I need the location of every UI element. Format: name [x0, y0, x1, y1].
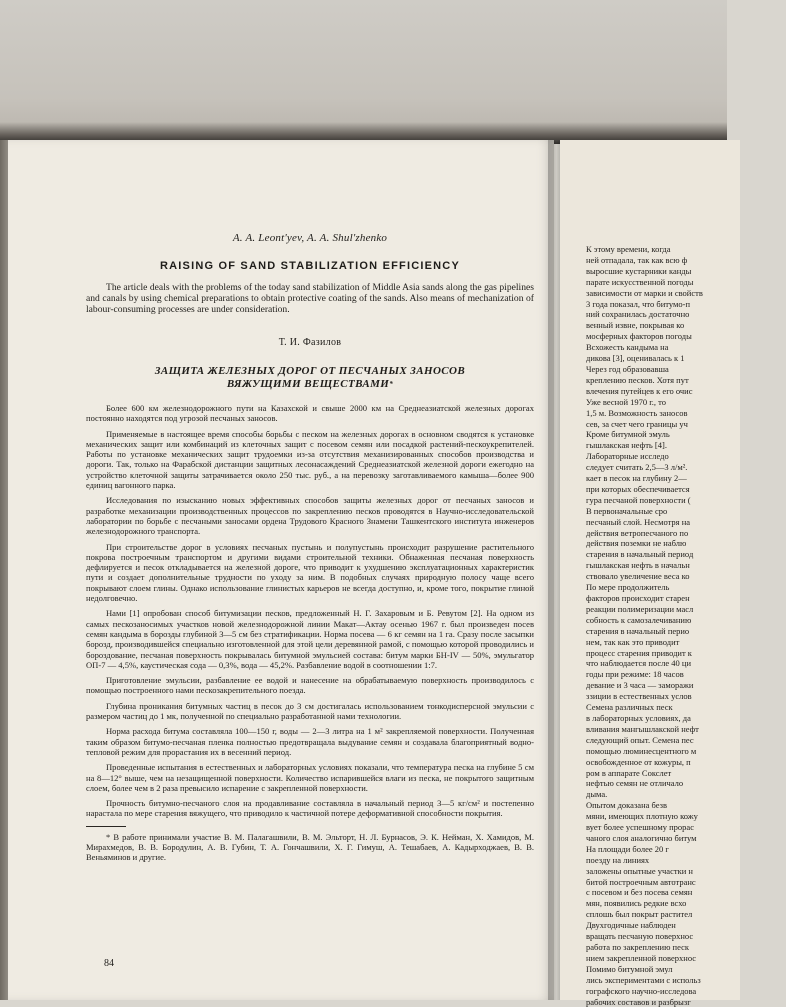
right-page-line: мян, появились редкие всхо: [586, 898, 687, 909]
right-page-line: рабочих составов и разбрызг: [586, 996, 691, 1007]
right-page-line: процесс старения приводит к: [586, 647, 692, 658]
article-body: [86, 403, 534, 819]
right-page-line: поезду на линиях: [586, 854, 650, 865]
right-page-line: 3 года показал, что битумо-п: [586, 298, 691, 309]
right-page-line: По мере продолжитель: [586, 582, 670, 593]
right-page-line: гышлакская нефть в начальн: [586, 560, 690, 571]
right-page-line: Двухгодичные наблюден: [586, 920, 676, 931]
paragraph: Прочность битумно-песчаного слоя на продавливание составляла в начальный период 3—5 кг/см² и постепенно нарастала по мере старения вяжущего, что приводило к частичной потере деформативной способности покрытия.: [86, 798, 534, 819]
right-page-line: Кроме битумной эмуль: [586, 429, 670, 440]
right-page-line: вует более успешному прорас: [586, 822, 694, 833]
right-page-line: годы при режиме: 18 часов: [586, 669, 684, 680]
russian-title-line-2: ВЯЖУЩИМИ ВЕЩЕСТВАМИ: [226, 378, 390, 390]
right-page-text: [586, 244, 786, 1007]
right-page-line: песчаный слой. Несмотря на: [586, 516, 691, 527]
right-page-line: гографского научно-исследова: [586, 985, 697, 996]
right-page-line: кает в песок на глубину 2—: [586, 473, 687, 484]
right-page-line: дыма.: [586, 789, 608, 800]
right-page-line: зависимости от марки и свойств: [586, 287, 703, 298]
right-page-line: Через год образовавша: [586, 363, 669, 374]
english-abstract: The article deals with the problems of the today sand stabilization of Middle Asia sands along the gas pipelines and canals by using chemical preparations to obtain protective coating of the sands. Also means of mechanization of labour-consuming processes are under consideration.: [86, 282, 534, 315]
footnote-text: В работе принимали участие В. М. Палагашвили, В. М. Эльторт, Н. Л. Бурнасов, Э. К. Нейман, Х. Хамидов, М. Мирахмедов, В. В. Бородулин, А. В. Губин, Т. А. Гончашвили, Х. Г. Гимуш, А. Тешабаев, А. Кадырходжаев, В. В. Веньяминов и другие.: [86, 831, 535, 863]
right-page-line: вращать песчаную поверхнос: [586, 931, 694, 942]
right-page-line: парате искусственной погоды: [586, 276, 694, 287]
paragraph: Более 600 км железнодорожного пути на Казахской и свыше 2000 км на Среднеазиатской железных дорогах постоянно находятся под угрозой песчаных заносов.: [86, 403, 534, 424]
right-page-line: венный извне, покрывая ко: [586, 320, 685, 331]
paragraph: Приготовление эмульсии, разбавление ее водой и нанесение на обрабатываемую поверхность производилось с помощью построенного нами пескозакрепительного поезда.: [86, 675, 534, 696]
right-page-line: нием закрепленной поверхнос: [586, 952, 697, 963]
right-page-line: действия ветропесчаного по: [586, 527, 689, 538]
right-page-line: выросшие кустарники канды: [586, 265, 692, 276]
right-page-line: собность к самозалечиванию: [586, 614, 692, 625]
right-page-line: гышлакская нефть [4].: [586, 440, 667, 451]
english-title: RAISING OF SAND STABILIZATION EFFICIENCY: [160, 260, 460, 272]
footnote-divider: [86, 826, 126, 827]
right-page-line: освобожденное от кожуры, п: [586, 756, 691, 767]
russian-author: Т. И. Фазилов: [278, 337, 342, 348]
right-page-line: реакции полимеризации масл: [586, 603, 694, 614]
paragraph: Исследования по изысканию новых эффективных способов защиты железных дорог от песчаных заносов и разработке механизации производственных процессов по закреплению песков проводятся в Научно-исследовательской лаборатории по борьбе с песчаными заносами ордена Трудового Красного Знамени Ташкентского института инженеров железнодорожного транспорта.: [86, 495, 534, 537]
right-page-line: На площади более 20 г: [586, 843, 669, 854]
right-page-line: В первоначальные сро: [586, 505, 668, 516]
right-page-line: влечения путейцев к его очис: [586, 385, 693, 396]
paragraph: Нами [1] опробован способ битумизации песков, предложенный Н. Г. Захаровым и Б. Ревутом [2]. На одном из самых пескозаносимых участков новой железнодорожной линии Макат—Актау осенью 1967 г. был произведен посев семян кандыма в борозды глубиной 3—5 см без стратификации. Норма посева — 6 кг семян на 1 га. Сразу после засыпки борозд, производившейся специально изготовленной для этой цели деревянной рамой, с помощью которой проводились и бороздование, песчаная поверхность покрывалась битумной эмульсией состава: битум марки БН-IV — 50%, эмульгатор ОП-7 — 4,5%, каустическая сода — 0,3%, вода — 45,2%. Разбавление водой в соотношении 1:7.: [86, 608, 534, 670]
right-page-line: ззиции в естественных услов: [586, 691, 692, 702]
paragraph: Проведенные испытания в естественных и лабораторных условиях показали, что температура песка на глубине 5 см на 8—12° выше, чем на незащищенной поверхности. Количество испарившейся влаги из песка, не покрытого защитным слоем, более чем в 2 раза превысило испарение с закрепленной поверхности.: [86, 762, 534, 793]
right-page-line: факторов происходит старен: [586, 593, 690, 603]
paragraph: Норма расхода битума составляла 100—150 г, воды — 2—3 литра на 1 м² закрепляемой поверхности. Полученная таким образом битумо-песчаная пленка полностью предотвращала выдувание семян и создавала благоприятный водно-тепловой режим для прорастания их в весенний период.: [86, 726, 534, 757]
right-page-line: ний сохранилась достаточно: [586, 309, 690, 320]
right-page-line: битой построечным автотранс: [586, 876, 696, 887]
right-page-line: с посевом и без посева семян: [586, 887, 693, 898]
right-page-line: следует считать 2,5—3 л/м².: [586, 462, 688, 473]
right-page-line: Всхожесть кандыма на: [586, 342, 669, 353]
right-page-line: девание и 3 часа — заморажи: [586, 680, 694, 691]
right-page-line: Уже весной 1970 г., то: [586, 396, 667, 407]
right-page-line: мосферных факторов погоды: [586, 331, 692, 342]
right-page-line: старения в начальный период: [586, 549, 694, 560]
right-page-line: ствовало увеличение веса ко: [586, 571, 690, 582]
right-page-line: следующий опыт. Семена пес: [586, 734, 694, 745]
russian-title-line-1: ЗАЩИТА ЖЕЛЕЗНЫХ ДОРОГ ОТ ПЕСЧАНЫХ ЗАНОСОВ: [154, 365, 466, 377]
right-page-line: вливания мангышлакской нефт: [586, 723, 699, 734]
right-page-line: гура песчаной поверхности (: [586, 494, 691, 505]
footnote-marker: *: [389, 380, 394, 388]
right-page-line: креплению песков. Хотя пут: [586, 374, 689, 385]
right-page-line: нефтью семян не отличало: [586, 778, 684, 789]
left-page-content: [86, 232, 534, 863]
right-page-line: сплошь был покрыт растител: [586, 909, 693, 920]
right-page-line: Помимо битумной эмул: [586, 963, 673, 974]
right-page-line: при которых обеспечивается: [586, 483, 690, 494]
right-page-line: ней отпадала, так как всю ф: [586, 254, 688, 265]
right-page-line: сев, за счет чего границы уч: [586, 418, 688, 429]
right-page-line: Лабораторные исследо: [586, 451, 669, 462]
scanner-background: [0, 0, 727, 140]
page-number: 84: [104, 958, 114, 969]
english-authors: A. A. Leont'yev, A. A. Shul'zhenko: [232, 232, 388, 244]
right-page-line: работа по закреплению песк: [586, 942, 689, 952]
paragraph: Глубина проникания битумных частиц в песок до 3 см достигалась использованием тонкодисперсной эмульсии с размером частиц до 1 мк, полученной по специально разработанной нами технологии.: [86, 700, 534, 722]
right-page-line: в лабораторных условиях, да: [586, 712, 691, 723]
right-page-line: дикова [3], оценивалась к 1: [586, 353, 685, 364]
right-page-line: 1,5 м. Возможность заносов: [586, 407, 688, 418]
right-page-line: лись экспериментами с использ: [586, 974, 701, 985]
right-page-line: помощью люминесцентного м: [586, 745, 697, 756]
right-page-line: старения в начальный перио: [586, 625, 690, 636]
paragraph: При строительстве дорог в условиях песчаных пустынь и полупустынь происходит разрушение растительного покрова построечным транспортом и другими видами строительной техники. Обнаженная песчаная поверхность дефлируется и песок откладывается на железной дороге, что приводит к ухудшению эксплуатационных характеристик пути и создает дополнительные трудности по уходу за ним. В подобных случаях природную полосу чаще всего покрывают слоем глины. Однако использование глинистых карьеров не всегда доступно, и, кроме того, покрытие глиной недолговечно.: [86, 541, 534, 604]
right-page-line: мяни, имеющих плотную кожу: [586, 811, 698, 822]
right-page-line: нем, так как это приводит: [586, 636, 680, 647]
right-page-line: заложены опытные участки н: [586, 865, 693, 876]
paragraph: Применяемые в настоящее время способы борьбы с песком на железных дорогах в основном сводятся к установке механических защит или комбинаций из клеточных защит с посевом семян или посадкой растений-пескоукрепителей. Работы по установке механических защит трудоемки из-за отсутствия механизированных способов производства и дороги. Так, только на Фарабской дистанции защитных лесонасаждений Среднеазиатской железной дороги ежегодно на устройство клеточной защиты затрачивается около 250 тыс. руб., а на перевозку заготавливаемого камыша—более 900 единиц вагонного парка.: [86, 428, 534, 491]
right-page-line: ром в аппарате Сокслет: [586, 767, 672, 778]
right-page-line: Опытом доказана безв: [586, 800, 667, 811]
footnote-marker: *: [106, 831, 111, 842]
footnote: [86, 832, 534, 863]
russian-title: [86, 365, 534, 391]
right-page-line: чаного слоя аналогично битум: [586, 832, 697, 843]
right-page-line: что наблюдается после 40 ци: [586, 658, 691, 669]
right-page-line: К этому времени, когда: [586, 244, 671, 254]
right-page-line: Семена различных песк: [586, 702, 673, 713]
right-page-line: действия поземки не наблю: [586, 538, 687, 549]
